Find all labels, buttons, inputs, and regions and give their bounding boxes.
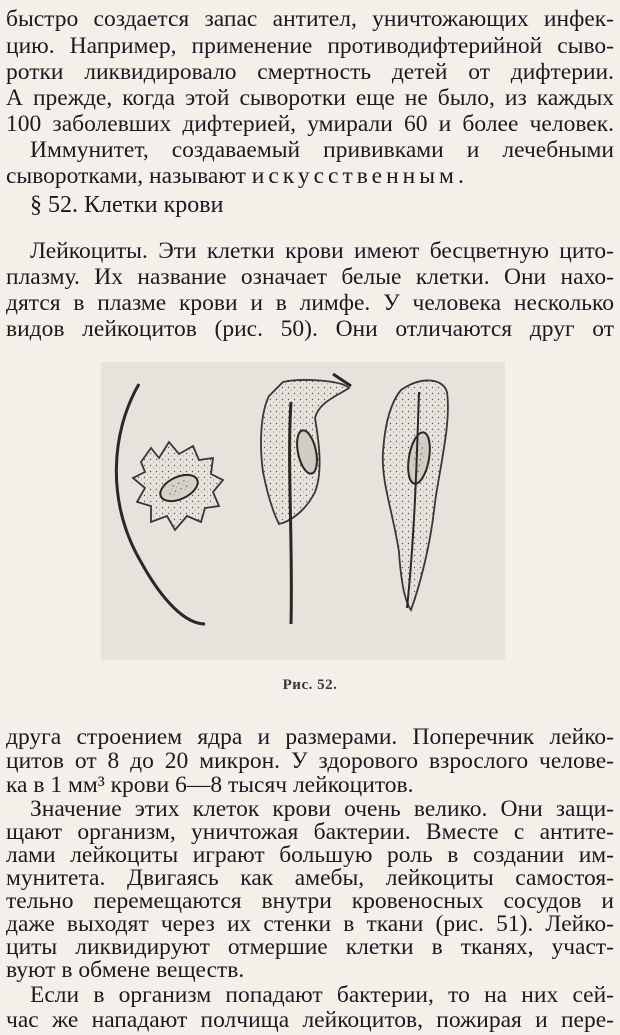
text-line: дятся в плазме крови и в лимфе. У человека несколько bbox=[6, 290, 614, 316]
text-run: сыворотками, называют bbox=[6, 163, 252, 189]
emphasized-term: искусственным bbox=[251, 163, 458, 189]
text-line: мунитета. Двигаясь как амебы, лейкоциты самостоя- bbox=[6, 865, 614, 891]
text-line: вуют в обмене веществ. bbox=[6, 957, 245, 983]
text-line: плазму. Их название означает белые клетки. Они нахо- bbox=[6, 264, 614, 290]
text-line: Если в организм попадают бактерии, то на них сей- bbox=[30, 982, 614, 1008]
leukocyte-illustration bbox=[101, 362, 505, 660]
text-line: цию. Например, применение противодифтерийной сыво- bbox=[6, 33, 614, 59]
section-heading: § 52. Клетки крови bbox=[30, 192, 224, 218]
text-line: ка в 1 мм³ крови 6—8 тысяч лейкоцитов. bbox=[6, 772, 414, 798]
text-line: друга строением ядра и размерами. Поперечник лейко- bbox=[6, 724, 614, 750]
text-line: 100 заболевших дифтерией, умирали 60 и более человек. bbox=[6, 111, 614, 137]
text-run: . bbox=[457, 163, 464, 189]
text-line: А прежде, когда этой сыворотки еще не было, из каждых bbox=[6, 85, 614, 111]
text-line: ротки ликвидировало смертность детей от дифтерии. bbox=[6, 59, 614, 85]
text-line: лами лейкоциты играют большую роль в создании им- bbox=[6, 842, 614, 868]
text-line: циты ликвидируют отмершие клетки в тканях, участ- bbox=[6, 934, 614, 960]
text-line: щают организм, уничтожая бактерии. Вместе с антите- bbox=[6, 819, 614, 845]
text-line: даже выходят через их стенки в ткани (рис. 51). Лейко- bbox=[6, 911, 614, 937]
text-line: Лейкоциты. Эти клетки крови имеют бесцветную цито- bbox=[30, 238, 614, 264]
text-line: Иммунитет, создаваемый прививками и лечебными bbox=[30, 137, 614, 163]
text-line: тельно перемещаются внутри кровеносных сосудов и bbox=[6, 888, 614, 914]
text-line bbox=[6, 163, 614, 189]
text-line: видов лейкоцитов (рис. 50). Они отличаются друг от bbox=[6, 316, 614, 342]
text-line: быстро создается запас антител, уничтожающих инфек- bbox=[6, 6, 614, 32]
text-line: Значение этих клеток крови очень велико. Они защи- bbox=[30, 796, 614, 822]
text-line: цитов от 8 до 20 микрон. У здорового взрослого челове- bbox=[6, 748, 614, 774]
leukocyte-drawing bbox=[101, 362, 505, 660]
text-line: час же нападают полчища лейкоцитов, пожирая и пере- bbox=[6, 1007, 614, 1033]
figure-caption: Рис. 52. bbox=[282, 677, 338, 693]
